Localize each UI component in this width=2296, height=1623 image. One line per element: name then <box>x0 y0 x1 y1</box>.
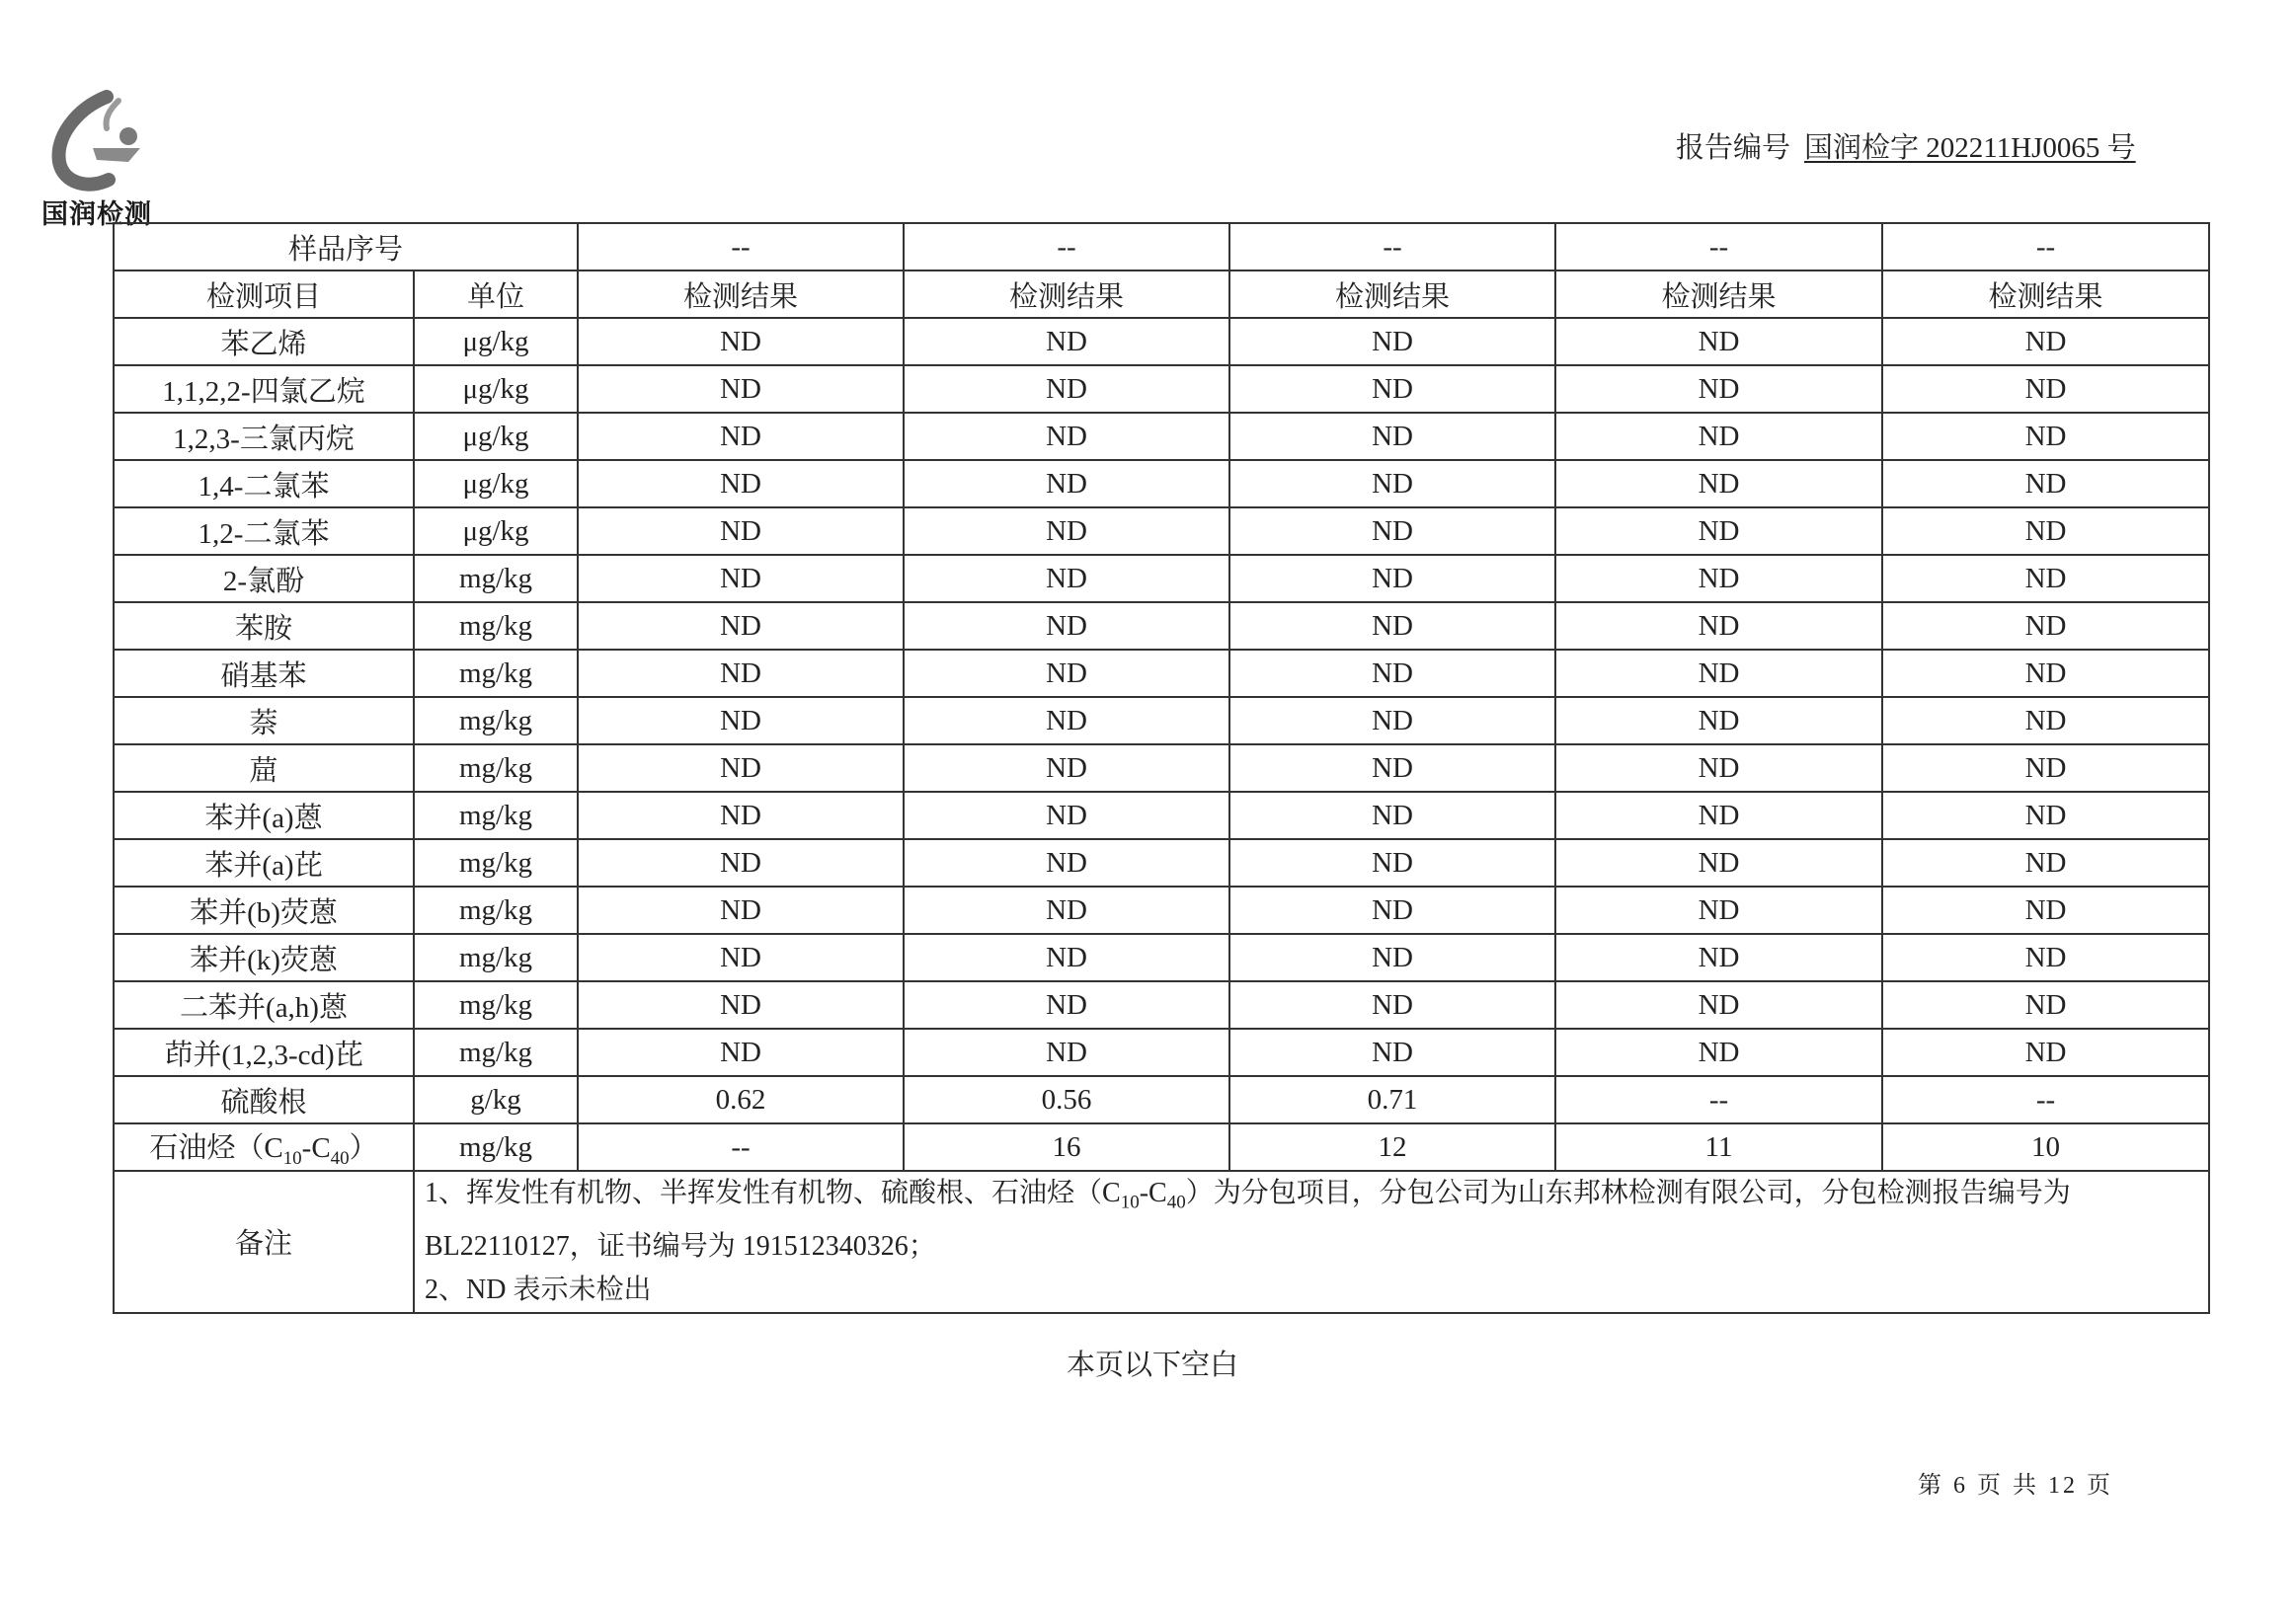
sample-no-cell: -- <box>904 223 1229 270</box>
result-cell: ND <box>1555 1029 1882 1076</box>
result-cell: ND <box>1882 839 2209 887</box>
remark-line-1b: -C <box>1139 1178 1167 1208</box>
item-cell: 苯并(k)荧蒽 <box>114 934 414 981</box>
result-cell: ND <box>578 744 904 792</box>
result-cell: ND <box>1555 792 1882 839</box>
table-row <box>114 981 2209 1029</box>
item-cell: 苯胺 <box>114 602 414 650</box>
result-cell: ND <box>1555 981 1882 1029</box>
remarks-label: 备注 <box>114 1171 414 1313</box>
remark-line-1a: 1、挥发性有机物、半挥发性有机物、硫酸根、石油烃（C <box>425 1178 1121 1208</box>
result-cell: ND <box>904 744 1229 792</box>
result-cell: ND <box>1229 887 1555 934</box>
result-header: 检测结果 <box>1229 270 1555 318</box>
result-cell: ND <box>904 507 1229 555</box>
result-cell: ND <box>1882 460 2209 507</box>
remarks-text <box>414 1171 2209 1313</box>
result-cell: ND <box>1555 650 1882 697</box>
result-cell: ND <box>1229 650 1555 697</box>
remark-line-1c: ）为分包项目，分包公司为山东邦林检测有限公司，分包检测报告编号为 BL22110127，证书编号为 191512340326； <box>425 1178 2071 1262</box>
item-cell: 2-氯酚 <box>114 555 414 602</box>
item-cell <box>114 1123 414 1171</box>
result-cell: ND <box>578 1029 904 1076</box>
result-cell: ND <box>1555 839 1882 887</box>
remark-sub1: 10 <box>1120 1192 1140 1213</box>
sample-no-row <box>114 223 2209 270</box>
sample-no-cell: -- <box>578 223 904 270</box>
unit-cell: mg/kg <box>414 1029 578 1076</box>
table-row <box>114 555 2209 602</box>
result-cell: ND <box>904 365 1229 413</box>
unit-cell: mg/kg <box>414 887 578 934</box>
result-cell: ND <box>1229 318 1555 365</box>
result-header: 检测结果 <box>578 270 904 318</box>
table-row <box>114 507 2209 555</box>
unit-cell: mg/kg <box>414 555 578 602</box>
result-cell: ND <box>1882 1029 2209 1076</box>
result-cell: ND <box>578 839 904 887</box>
result-cell: -- <box>578 1123 904 1171</box>
table-row <box>114 1029 2209 1076</box>
result-cell: ND <box>1229 744 1555 792</box>
result-cell: ND <box>904 650 1229 697</box>
item-cell: 苯并(b)荧蒽 <box>114 887 414 934</box>
logo-mark-icon <box>38 89 166 197</box>
result-cell: ND <box>578 555 904 602</box>
result-cell: ND <box>904 1029 1229 1076</box>
result-cell: ND <box>904 697 1229 744</box>
result-cell: -- <box>1882 1076 2209 1123</box>
item-cell: 二苯并(a,h)蒽 <box>114 981 414 1029</box>
result-cell: ND <box>904 413 1229 460</box>
result-cell: 12 <box>1229 1123 1555 1171</box>
result-cell: 10 <box>1882 1123 2209 1171</box>
unit-cell: mg/kg <box>414 792 578 839</box>
result-cell: ND <box>1555 365 1882 413</box>
table-row <box>114 792 2209 839</box>
result-cell: ND <box>904 792 1229 839</box>
result-cell: ND <box>904 887 1229 934</box>
table-row <box>114 460 2209 507</box>
result-cell: ND <box>1882 318 2209 365</box>
result-cell: ND <box>1882 981 2209 1029</box>
table-row-petroleum <box>114 1123 2209 1171</box>
result-header: 检测结果 <box>904 270 1229 318</box>
sample-no-cell: -- <box>1229 223 1555 270</box>
item-prefix: 石油烃（C <box>149 1131 283 1164</box>
result-cell: ND <box>1882 507 2209 555</box>
item-cell: 苯并(a)芘 <box>114 839 414 887</box>
unit-cell: mg/kg <box>414 744 578 792</box>
result-cell: ND <box>1555 602 1882 650</box>
item-cell: 苯乙烯 <box>114 318 414 365</box>
result-cell: ND <box>904 839 1229 887</box>
result-cell: ND <box>904 460 1229 507</box>
item-sub2: 40 <box>330 1147 350 1169</box>
result-cell: ND <box>578 792 904 839</box>
table-row <box>114 602 2209 650</box>
result-cell: ND <box>1229 555 1555 602</box>
sample-no-cell: -- <box>1555 223 1882 270</box>
result-cell: ND <box>578 887 904 934</box>
table-row <box>114 650 2209 697</box>
result-cell: ND <box>1882 792 2209 839</box>
result-cell: ND <box>1229 413 1555 460</box>
table-row <box>114 365 2209 413</box>
blank-below-note: 本页以下空白 <box>1067 1350 1239 1381</box>
item-cell: 䓛 <box>114 744 414 792</box>
header-row <box>114 270 2209 318</box>
item-cell: 1,2,3-三氯丙烷 <box>114 413 414 460</box>
results-table <box>113 222 2210 1314</box>
table-row <box>114 887 2209 934</box>
item-cell: 1,1,2,2-四氯乙烷 <box>114 365 414 413</box>
result-cell: ND <box>1882 602 2209 650</box>
item-cell: 苯并(a)蒽 <box>114 792 414 839</box>
result-cell: ND <box>578 650 904 697</box>
unit-header: 单位 <box>414 270 578 318</box>
result-cell: ND <box>1882 555 2209 602</box>
results-table-body <box>114 223 2209 1313</box>
unit-cell: mg/kg <box>414 602 578 650</box>
result-cell: ND <box>904 555 1229 602</box>
unit-cell: mg/kg <box>414 697 578 744</box>
result-cell: ND <box>1555 413 1882 460</box>
result-cell: ND <box>578 365 904 413</box>
result-cell: ND <box>1882 697 2209 744</box>
result-cell: ND <box>1229 460 1555 507</box>
result-cell: ND <box>1229 602 1555 650</box>
result-cell: ND <box>1882 934 2209 981</box>
result-cell: ND <box>1229 697 1555 744</box>
table-row <box>114 318 2209 365</box>
result-cell: ND <box>1555 744 1882 792</box>
remarks-row <box>114 1171 2209 1313</box>
result-cell: ND <box>904 602 1229 650</box>
report-number-label: 报告编号 <box>1676 132 1791 164</box>
result-cell: ND <box>1229 839 1555 887</box>
report-number-value: 国润检字 202211HJ0065 号 <box>1804 132 2136 164</box>
remark-line-1 <box>425 1172 2198 1269</box>
page-number: 第 6 页 共 12 页 <box>1918 1473 2113 1499</box>
result-cell: ND <box>1555 507 1882 555</box>
unit-cell: μg/kg <box>414 460 578 507</box>
result-cell: ND <box>578 318 904 365</box>
result-header: 检测结果 <box>1882 270 2209 318</box>
result-cell: ND <box>1229 1029 1555 1076</box>
result-cell: ND <box>578 934 904 981</box>
result-cell: 16 <box>904 1123 1229 1171</box>
result-cell: ND <box>904 981 1229 1029</box>
unit-cell: mg/kg <box>414 1123 578 1171</box>
result-cell: 0.71 <box>1229 1076 1555 1123</box>
table-row <box>114 934 2209 981</box>
result-cell: ND <box>1555 460 1882 507</box>
item-sub1: 10 <box>282 1147 302 1169</box>
result-cell: ND <box>578 697 904 744</box>
result-cell: ND <box>1882 650 2209 697</box>
item-cell: 1,2-二氯苯 <box>114 507 414 555</box>
table-row <box>114 839 2209 887</box>
table-row <box>114 744 2209 792</box>
result-cell: ND <box>578 460 904 507</box>
result-cell: ND <box>1229 981 1555 1029</box>
table-row <box>114 1076 2209 1123</box>
result-cell: ND <box>1555 887 1882 934</box>
unit-cell: μg/kg <box>414 318 578 365</box>
table-row <box>114 697 2209 744</box>
item-cell: 硫酸根 <box>114 1076 414 1123</box>
unit-cell: μg/kg <box>414 413 578 460</box>
result-cell: ND <box>1555 318 1882 365</box>
result-cell: ND <box>1555 697 1882 744</box>
remark-line-2: 2、ND 表示未检出 <box>425 1274 652 1305</box>
result-cell: ND <box>904 318 1229 365</box>
unit-cell: mg/kg <box>414 934 578 981</box>
item-suffix: ） <box>349 1131 378 1164</box>
result-cell: ND <box>1882 744 2209 792</box>
sample-no-label: 样品序号 <box>114 223 578 270</box>
item-cell: 1,4-二氯苯 <box>114 460 414 507</box>
item-mid: -C <box>301 1131 331 1164</box>
unit-cell: mg/kg <box>414 650 578 697</box>
result-cell: ND <box>1229 792 1555 839</box>
result-cell: ND <box>1229 507 1555 555</box>
item-cell: 茚并(1,2,3-cd)芘 <box>114 1029 414 1076</box>
result-cell: ND <box>1555 555 1882 602</box>
result-cell: ND <box>578 981 904 1029</box>
unit-cell: μg/kg <box>414 365 578 413</box>
result-cell: 11 <box>1555 1123 1882 1171</box>
unit-cell: mg/kg <box>414 839 578 887</box>
report-number <box>1676 125 2136 166</box>
result-cell: ND <box>1882 365 2209 413</box>
item-cell: 硝基苯 <box>114 650 414 697</box>
result-cell: 0.56 <box>904 1076 1229 1123</box>
result-cell: ND <box>1229 934 1555 981</box>
result-cell: ND <box>578 602 904 650</box>
table-row <box>114 413 2209 460</box>
result-cell: ND <box>578 413 904 460</box>
unit-cell: g/kg <box>414 1076 578 1123</box>
result-cell: -- <box>1555 1076 1882 1123</box>
result-cell: ND <box>1882 887 2209 934</box>
result-cell: ND <box>904 934 1229 981</box>
result-cell: ND <box>1229 365 1555 413</box>
result-cell: ND <box>578 507 904 555</box>
result-header: 检测结果 <box>1555 270 1882 318</box>
logo-text: 国润检测 <box>41 199 152 230</box>
item-cell: 萘 <box>114 697 414 744</box>
result-cell: 0.62 <box>578 1076 904 1123</box>
result-cell: ND <box>1882 413 2209 460</box>
unit-cell: μg/kg <box>414 507 578 555</box>
result-cell: ND <box>1555 934 1882 981</box>
remark-sub2: 40 <box>1166 1192 1186 1213</box>
unit-cell: mg/kg <box>414 981 578 1029</box>
item-header: 检测项目 <box>114 270 414 318</box>
sample-no-cell: -- <box>1882 223 2209 270</box>
